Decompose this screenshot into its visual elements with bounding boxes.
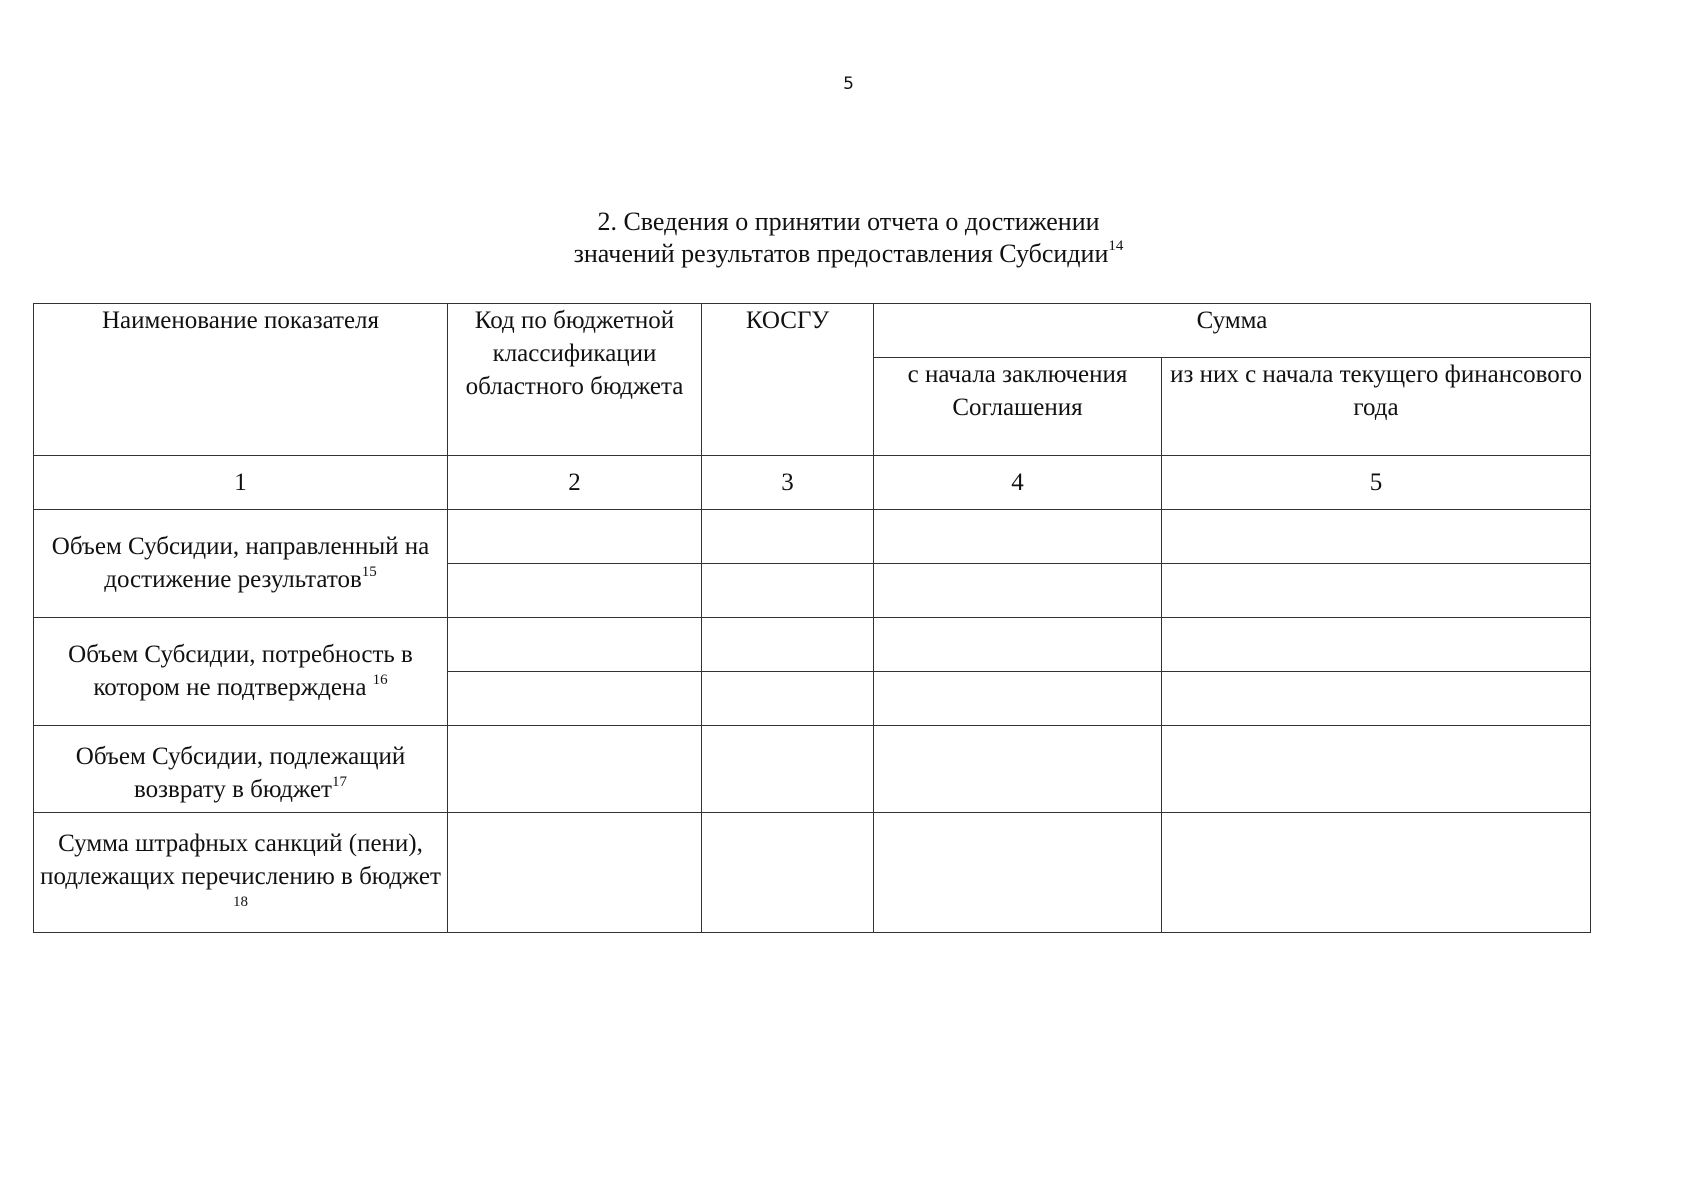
section-title-line-1: 2. Сведения о принятии отчета о достижении (597, 207, 1100, 236)
table-cell (874, 813, 1162, 933)
table-cell (874, 618, 1162, 672)
table-cell (1162, 510, 1591, 564)
table-row (34, 813, 1591, 933)
column-number: 3 (702, 456, 874, 510)
table-cell (448, 510, 702, 564)
row-label-subsidy-directed (34, 510, 448, 618)
table-cell (874, 726, 1162, 813)
table-cell (702, 564, 874, 618)
section-title-line-2 (0, 238, 1697, 270)
table-cell (1162, 813, 1591, 933)
table-cell (702, 618, 874, 672)
header-kosgu: КОСГУ (702, 304, 874, 456)
table-row (34, 726, 1591, 813)
table-cell (702, 813, 874, 933)
row-label-text: Объем Субсидии, подлежащий возврату в бюджет (75, 743, 406, 803)
header-row (34, 304, 1591, 358)
row-label-text: Сумма штрафных санкций (пени), подлежащих перечислению в бюджет (40, 830, 441, 890)
row-label-penalties (34, 813, 448, 933)
column-number: 4 (874, 456, 1162, 510)
page-number: 5 (843, 74, 854, 94)
column-number: 5 (1162, 456, 1591, 510)
table-cell (448, 813, 702, 933)
row-label-subsidy-unconfirmed (34, 618, 448, 726)
footnote-marker: 15 (361, 563, 377, 580)
header-indicator-name: Наименование показателя (34, 304, 448, 456)
row-label-subsidy-return (34, 726, 448, 813)
row-label-text: Объем Субсидии, потребность в котором не подтверждена (68, 641, 413, 701)
footnote-marker: 18 (233, 893, 248, 910)
header-sum-from-agreement: с начала заключения Соглашения (874, 358, 1162, 456)
column-numbers-row (34, 456, 1591, 510)
section-title (0, 206, 1697, 270)
table-row (34, 618, 1591, 672)
header-budget-code: Код по бюджетной классификации областного бюджета (448, 304, 702, 456)
table-cell (874, 672, 1162, 726)
table-cell (874, 510, 1162, 564)
table-cell (702, 510, 874, 564)
section-title-line-2-text: значений результатов предоставления Субсидии (573, 239, 1109, 268)
table-cell (874, 564, 1162, 618)
header-sum-from-year: из них с начала текущего финансового года (1162, 358, 1591, 456)
table-cell (448, 564, 702, 618)
table-cell (1162, 618, 1591, 672)
column-number: 2 (448, 456, 702, 510)
table-cell (1162, 564, 1591, 618)
table-cell (1162, 726, 1591, 813)
row-label-text: Объем Субсидии, направленный на достижение результатов (51, 533, 430, 593)
footnote-marker: 14 (1108, 238, 1124, 255)
table-cell (448, 726, 702, 813)
table-cell (1162, 672, 1591, 726)
footnote-marker: 16 (372, 671, 388, 688)
table-row (34, 510, 1591, 564)
header-sum: Сумма (874, 304, 1591, 358)
table-cell (448, 672, 702, 726)
table-cell (702, 672, 874, 726)
table-cell (448, 618, 702, 672)
footnote-marker: 17 (331, 773, 347, 790)
table-cell (702, 726, 874, 813)
report-acceptance-table (33, 303, 1591, 933)
column-number: 1 (34, 456, 448, 510)
